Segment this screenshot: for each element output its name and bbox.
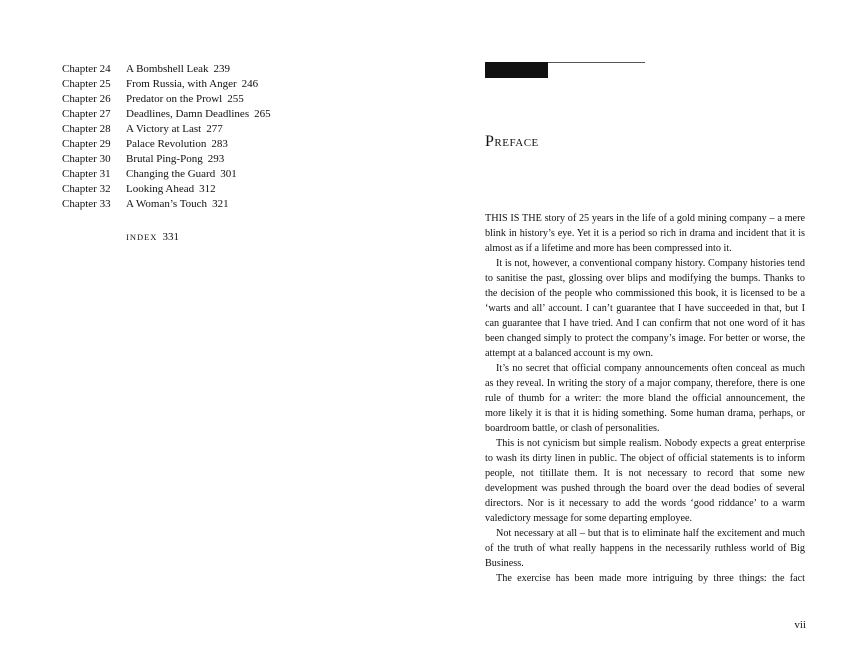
toc-entry[interactable] [62,167,392,182]
toc-chapter-number: Chapter 32 [62,183,111,195]
toc-index-page: 331 [162,231,179,243]
toc-page-number: 277 [206,123,223,135]
toc-page-number: 265 [254,108,271,120]
page-number: vii [794,619,806,631]
toc-chapter-title: Predator on the Prowl [126,93,223,105]
toc-chapter-number: Chapter 28 [62,123,111,135]
preface-title: Preface [485,133,539,150]
toc-chapter-title: From Russia, with Anger [126,78,237,90]
toc-page-number: 246 [241,78,259,90]
toc-page-number: 301 [220,168,237,180]
toc-chapter-title: Changing the Guard [126,168,216,180]
toc-index-label: INDEX [126,232,158,242]
toc-chapter-number: Chapter 25 [62,78,111,90]
toc-entry[interactable] [62,107,392,122]
toc-chapter-title: Deadlines, Damn Deadlines [126,108,250,120]
preface-body [485,211,805,586]
decorative-block [485,62,548,78]
toc-page-number: 239 [213,63,230,75]
table-of-contents [62,62,392,245]
toc-chapter-title: Brutal Ping-Pong [126,153,203,165]
toc-entry[interactable] [62,122,392,137]
toc-chapter-title: A Woman’s Touch [126,198,208,210]
toc-entry[interactable] [62,92,392,107]
toc-chapter-number: Chapter 27 [62,108,111,120]
toc-chapter-number: Chapter 30 [62,153,111,165]
toc-chapter-title: Palace Revolution [126,138,207,150]
body-paragraph: Not necessary at all – but that is to eliminate half the excitement and much of the truth of what really happens in the necessarily ruthless world of Big Business. [485,528,805,569]
toc-chapter-title: A Bombshell Leak [126,63,209,75]
toc-page-number: 255 [227,93,244,105]
toc-entry[interactable] [62,152,392,167]
toc-page-number: 283 [211,138,228,150]
toc-chapter-number: Chapter 31 [62,168,111,180]
body-paragraph: It is not, however, a conventional company history. Company histories tend to sanitise the past, glossing over blips and modifying the bumps. Thanks to the decision of the people who commissioned this book, it is licensed to be a ‘warts and all’ account. I can’t guarantee that I have succeeded in that, but I can guarantee that I have tried. And I can confirm that not one word of it has been changed simply to protect the company’s image. For better or worse, the attempt at a balanced account is my own. [485,258,805,359]
body-paragraph: This is not cynicism but simple realism. Nobody expects a great enterprise to wash its dirty linen in public. The object of official statements is to inform people, not titillate them. It is not necessary to record that some new development was pushed through the board over the dead bodies of several directors. Nor is it necessary to add the words ‘good riddance’ to a warm valedictory message for some departing employee. [485,438,805,524]
body-paragraph: The exercise has been made more intriguing by three things: the fact [496,573,805,584]
toc-entry[interactable] [62,197,392,212]
toc-entry[interactable] [62,62,392,77]
toc-entry[interactable] [62,182,392,197]
toc-page-number: 312 [199,183,216,195]
toc-entry[interactable] [62,77,392,92]
toc-chapter-title: A Victory at Last [126,123,202,135]
body-paragraph: THIS IS THE story of 25 years in the life of a gold mining company – a mere blink in history’s eye. Yet it is a period so rich in drama and incident that it is almost as if a lifetime and more has been compressed into it. [485,213,805,254]
toc-chapter-number: Chapter 33 [62,198,111,210]
decorative-rule [485,62,645,78]
toc-chapter-number: Chapter 29 [62,138,111,150]
toc-chapter-number: Chapter 26 [62,93,111,105]
toc-page-number: 321 [212,198,229,210]
toc-index-entry[interactable] [126,230,392,245]
toc-page-number: 293 [207,153,225,165]
body-paragraph: It’s no secret that official company announcements often conceal as much as they reveal. In writing the story of a major company, therefore, there is one rule of thumb for a writer: the more bland the official announcement, the more likely it is that it is hiding something. Some human drama, perhaps, or boardroom battle, or clash of personalities. [485,363,805,434]
toc-chapter-number: Chapter 24 [62,63,111,75]
toc-chapter-title: Looking Ahead [126,183,195,195]
toc-entry[interactable] [62,137,392,152]
